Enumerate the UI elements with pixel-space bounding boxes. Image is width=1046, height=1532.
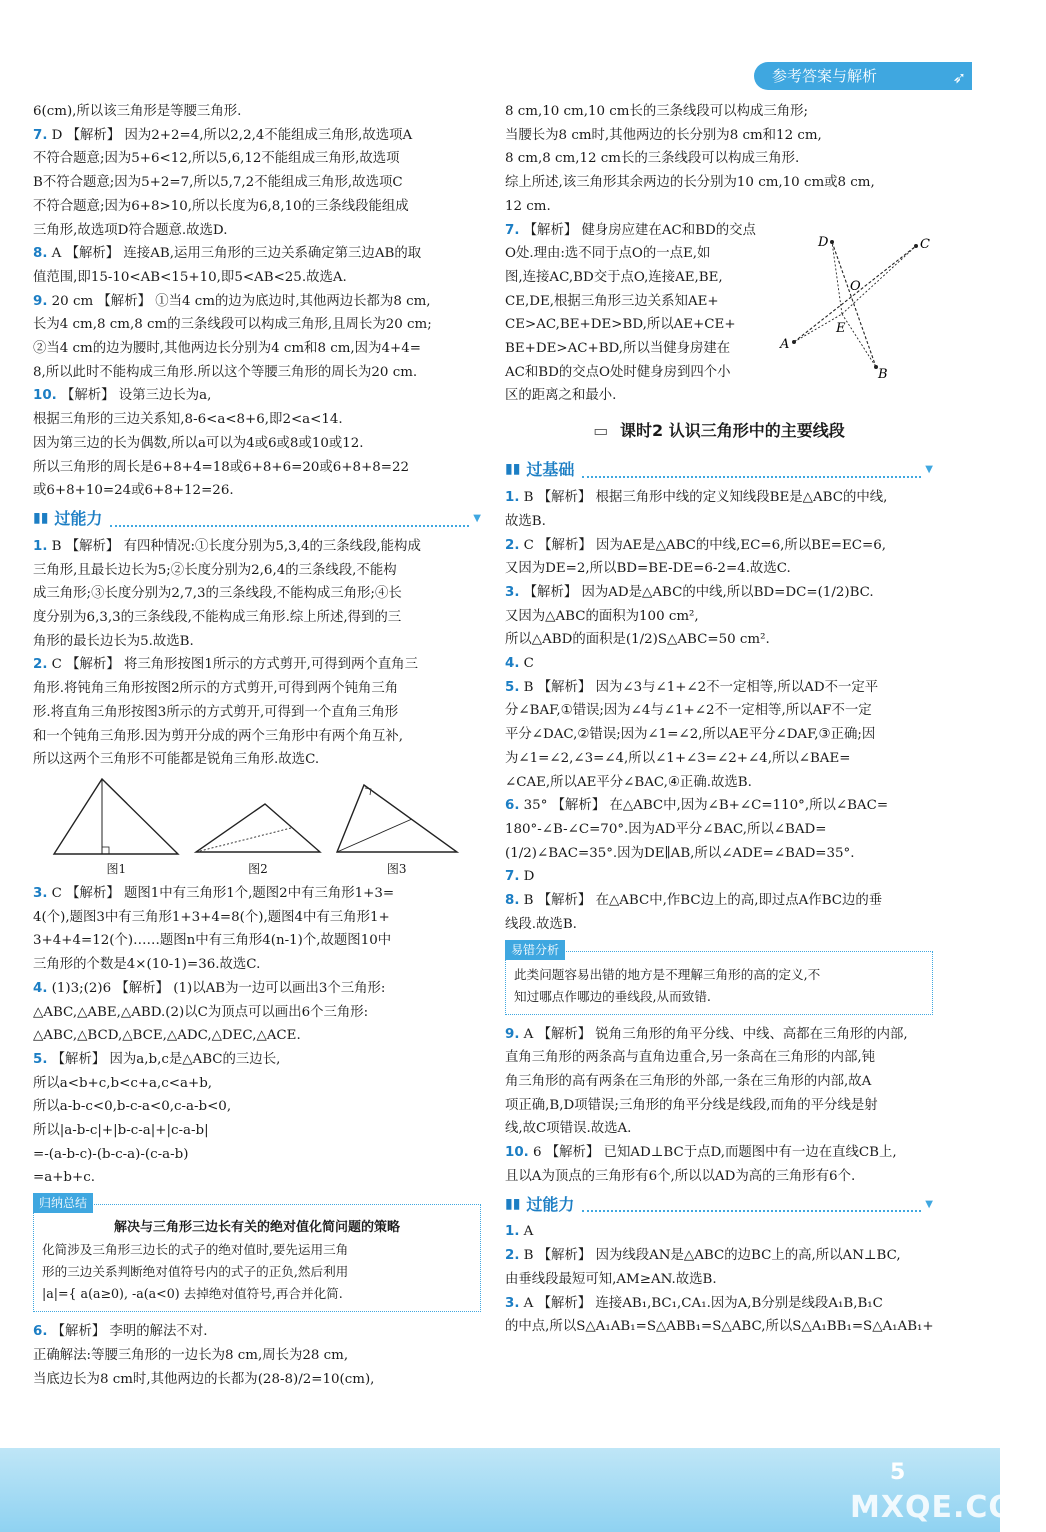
answer-line: 当腰长为8 cm时,其他两边的长分别为8 cm和12 cm, (505, 127, 822, 143)
section-title: 过能力 (54, 509, 103, 529)
question-number: 3. (505, 1295, 520, 1311)
answer-line: 正确解法:等腰三角形的一边长为8 cm,周长为28 cm, (33, 1347, 349, 1363)
answer-line: 所以△ABD的面积是(1/2)S△ABC=50 cm². (505, 632, 770, 648)
question-number: 7. (33, 127, 48, 143)
answer-line: 平分∠DAC,②错误;因为∠1=∠2,所以AE平分∠DAF,③正确;因 (505, 727, 876, 743)
question-number: 2. (505, 537, 520, 553)
error-analysis-box (505, 942, 933, 1015)
right-answers-c (505, 1023, 933, 1189)
answer-line: 图,连接AC,BD交于点O,连接AE,BE, (505, 269, 723, 285)
answer-line: 的中点,所以S△A₁AB₁=S△ABB₁=S△ABC,所以S△A₁BB₁=S△A₁AB₁+ (505, 1319, 934, 1335)
answer-line: 角形的最长边长为5.故选B. (33, 633, 194, 649)
question-number: 2. (33, 657, 48, 673)
answer-line: 3. C 【解析】 题图1中有三角形1个,题图2中有三角形1+3= (33, 885, 395, 901)
answer-line: 角形.将钝角三角形按图2所示的方式剪开,可得到两个钝角三角 (33, 681, 399, 697)
question-number: 10. (505, 1145, 529, 1161)
answer-line: 4. C (505, 656, 534, 672)
section-tag (754, 62, 972, 90)
answer-line: 度分别为6,3,3的三条线段,不能构成三角形.综上所述,得到的三 (33, 610, 402, 626)
answer-line: 12 cm. (505, 198, 551, 214)
point-label-a: A (780, 337, 790, 352)
arrow-down-icon: ▼ (473, 513, 481, 525)
bars-icon: ▮▮ (33, 510, 49, 527)
answer-line: 8 cm,8 cm,12 cm长的三条线段可以构成三角形. (505, 151, 800, 167)
answer-line: 9. 20 cm 【解析】 ①当4 cm的边为底边时,其他两边长都为8 cm, (33, 293, 431, 309)
triangle-figure-2 (193, 794, 323, 858)
book-icon: ▭ (593, 421, 609, 441)
answer-line: 和一个钝角三角形.因为剪开分成的两个三角形中有两个角互补, (33, 728, 404, 744)
summary-text: 化简涉及三角形三边长的式子的绝对值时,要先运用三角 (42, 1242, 349, 1258)
answer-line: 8,所以此时不能构成三角形.所以这个等腰三角形的周长为20 cm. (33, 364, 418, 380)
answer-line: 7. D (505, 869, 535, 885)
answer-line: 分∠BAF,①错误;因为∠4与∠1+∠2不一定相等,所以AF不一定 (505, 703, 872, 719)
answer-line: 8. B 【解析】 在△ABC中,作BC边上的高,即过点A作BC边的垂 (505, 893, 883, 909)
answer-line: △ABC,△BCD,△BCE,△ADC,△DEC,△ACE. (33, 1028, 301, 1044)
answer-line: B不符合题意;因为5+2=7,所以5,7,2不能组成三角形,故选项C (33, 175, 403, 191)
answer-line: 不符合题意;因为6+8>10,所以长度为6,8,10的三条线段能组成 (33, 198, 409, 214)
error-analysis-text: 此类问题容易出错的地方是不理解三角形的高的定义,不 (514, 966, 821, 982)
answer-line: 所以这两个三角形不可能都是锐角三角形.故选C. (33, 752, 320, 768)
answer-line: 且以A为顶点的三角形有6个,所以以AD为高的三角形有6个. (505, 1168, 856, 1184)
point-label-d: D (818, 235, 829, 250)
answer-line: 不符合题意;因为5+6<12,所以5,6,12不能组成三角形,故选项 (33, 151, 400, 167)
answer-line: 7. D 【解析】 因为2+2=4,所以2,2,4不能组成三角形,故选项A (33, 127, 413, 143)
answer-line: CE,DE,根据三角形三边关系知AE+ (505, 293, 719, 309)
answer-line: 3. A 【解析】 连接AB₁,BC₁,CA₁.因为A,B分别是线段A₁B,B₁C (505, 1295, 883, 1311)
question-number: 2. (505, 1248, 520, 1264)
point-label-o: O (850, 279, 861, 294)
lesson-title (505, 408, 933, 454)
answer-line: 又因为△ABC的面积为100 cm², (505, 608, 699, 624)
right-answers-b (505, 486, 933, 936)
answer-line: 6(cm),所以该三角形是等腰三角形. (33, 104, 242, 119)
arrow-down-icon: ▼ (925, 1198, 933, 1210)
answer-line: 2. C 【解析】 因为AE是△ABC的中线,EC=6,所以BE=EC=6, (505, 537, 886, 553)
answer-line: 所以a-b-c<0,b-c-a<0,c-a-b<0, (33, 1099, 232, 1115)
question-number: 7. (505, 869, 520, 885)
question-number: 3. (33, 885, 48, 901)
answer-line: BE+DE>AC+BD,所以当健身房建在 (505, 341, 731, 357)
answer-line: 线,故C项错误.故选A. (505, 1121, 632, 1137)
page-number: 5 (890, 1460, 906, 1485)
answer-line: O处.理由:选不同于点O的一点E,如 (505, 246, 711, 262)
answer-line: 10. 6 【解析】 已知AD⊥BC于点D,而题图中有一边在直线CB上, (505, 1145, 897, 1161)
figure-3 (334, 782, 460, 882)
question-number: 10. (33, 388, 57, 404)
answer-line: 根据三角形的三边关系知,8-6<a<8+6,即2<a<14. (33, 412, 343, 428)
answer-line: 综上所述,该三角形其余两边的长分别为10 cm,10 cm或8 cm, (505, 175, 875, 191)
figure-3-label: 图3 (386, 862, 407, 877)
question-number: 6. (33, 1324, 48, 1340)
summary-label: 归纳总结 (33, 1193, 93, 1213)
answer-line: 6. 35° 【解析】 在△ABC中,因为∠B+∠C=110°,所以∠BAC= (505, 798, 889, 814)
answer-line: 三角形的个数是4×(10-1)=36.故选C. (33, 957, 261, 973)
left-column (33, 100, 481, 1391)
question-number: 1. (505, 490, 520, 506)
answer-line: 角三角形的高有两条在三角形的外部,一条在三角形的内部,故A (505, 1073, 872, 1089)
section-header-ability (33, 505, 481, 533)
answer-line: 三角形,故选项D符合题意.故选D. (33, 222, 228, 238)
answer-line: 由垂线段最短可知,AM≥AN.故选B. (505, 1271, 717, 1287)
question-number: 7. (505, 222, 520, 238)
point-label-c: C (920, 237, 930, 252)
answer-line: 或6+8+10=24或6+8+12=26. (33, 483, 234, 499)
figure-2-label: 图2 (248, 862, 268, 877)
answer-line: =-(a-b-c)-(b-c-a)-(c-a-b) (33, 1146, 189, 1162)
question-number: 5. (33, 1051, 48, 1067)
answer-line: 因为第三边的长为偶数,所以a可以为4或6或8或10或12. (33, 435, 364, 451)
summary-title: 解决与三角形三边长有关的绝对值化简问题的策略 (113, 1220, 400, 1236)
lesson-title-text: 课时2 认识三角形中的主要线段 (619, 421, 845, 441)
figure-1 (50, 776, 182, 882)
answer-line: 7. 【解析】 健身房应建在AC和BD的交点 (505, 222, 756, 238)
section-title: 过能力 (526, 1194, 575, 1214)
answer-line: 线段.故选B. (505, 916, 577, 932)
answer-line: 8. A 【解析】 连接AB,运用三角形的三边关系确定第三边AB的取 (33, 246, 422, 262)
answer-line: 5. B 【解析】 因为∠3与∠1+∠2不一定相等,所以AD不一定平 (505, 679, 879, 695)
right-answers-d (505, 1220, 933, 1339)
answer-line: 直角三角形的两条高与直角边重合,另一条高在三角形的内部,钝 (505, 1050, 876, 1066)
answer-line: 1. A (505, 1224, 534, 1240)
triangle-figure-1 (50, 776, 182, 858)
section-header-basics (505, 456, 933, 484)
answer-line: 8 cm,10 cm,10 cm长的三条线段可以构成三角形; (505, 104, 809, 119)
left-answers-b (33, 535, 481, 772)
question-number: 4. (33, 980, 48, 996)
watermark: MXQE.COM (850, 1490, 1046, 1525)
left-answers-a (33, 100, 481, 503)
answer-line: =a+b+c. (33, 1170, 95, 1186)
question-number: 9. (505, 1026, 520, 1042)
question-number: 6. (505, 798, 520, 814)
answer-line: 5. 【解析】 因为a,b,c是△ABC的三边长, (33, 1051, 281, 1067)
answer-line: 区的距离之和最小. (505, 388, 617, 404)
error-analysis-text: 知过哪点作哪边的垂线段,从而致错. (514, 988, 711, 1004)
answer-line: ∠CAE,所以AE平分∠BAC,④正确.故选B. (505, 774, 752, 790)
answer-line: CE>AC,BE+DE>BD,所以AE+CE+ (505, 317, 736, 333)
bars-icon: ▮▮ (505, 1195, 521, 1212)
answer-line: 所以|a-b-c|+|b-c-a|+|c-a-b| (33, 1123, 209, 1139)
question-number: 1. (33, 538, 48, 554)
point-label-b: B (878, 367, 888, 382)
answer-line: 所以a<b+c,b<c+a,c<a+b, (33, 1075, 213, 1091)
answer-line: 10. 【解析】 设第三边长为a, (33, 388, 212, 404)
left-answers-c (33, 882, 481, 1190)
summary-box (33, 1196, 481, 1312)
dotted-divider (582, 1196, 921, 1212)
answer-line: 三角形,且最长边长为5;②长度分别为2,6,4的三条线段,不能构 (33, 562, 397, 578)
right-answers-a (505, 100, 933, 219)
section-title: 过基础 (526, 460, 575, 480)
answer-line: 180°-∠B-∠C=70°.因为AD平分∠BAC,所以∠BAD= (505, 821, 827, 837)
point-label-e: E (836, 321, 846, 336)
answer-line: AC和BD的交点O处时健身房到四个小 (505, 364, 731, 380)
summary-formula: |a|={ a(a≥0), -a(a<0) 去掉绝对值符号,再合并化简. (42, 1286, 343, 1302)
left-answers-d (33, 1320, 481, 1391)
answer-line: 又因为DE=2,所以BD=BE-DE=6-2=4.故选C. (505, 561, 791, 577)
answer-line: 9. A 【解析】 锐角三角形的角平分线、中线、高都在三角形的内部, (505, 1026, 908, 1042)
question-number: 9. (33, 293, 48, 309)
question-number: 5. (505, 679, 520, 695)
question-number: 3. (505, 584, 520, 600)
answer-line: (1/2)∠BAC=35°.因为DE∥AB,所以∠ADE=∠BAD=35°. (505, 845, 855, 861)
answer-line: 成三角形;③长度分别为2,7,3的三条线段,不能构成三角形;④长 (33, 586, 402, 602)
answer-line: 2. B 【解析】 因为线段AN是△ABC的边BC上的高,所以AN⊥BC, (505, 1248, 901, 1264)
answer-line: 1. B 【解析】 有四种情况:①长度分别为5,3,4的三条线段,能构成 (33, 538, 421, 554)
answer-line: 为∠1=∠2,∠3=∠4,所以∠1+∠3=∠2+∠4,所以∠BAE= (505, 750, 851, 766)
summary-text: 形的三边关系判断绝对值符号内的式子的正负,然后利用 (42, 1264, 349, 1280)
answer-line: ②当4 cm的边为腰时,其他两边长分别为4 cm和8 cm,因为4+4= (33, 341, 421, 357)
rocket-icon: ➶ (952, 68, 966, 87)
answer-line: 值范围,即15-10<AB<15+10,即5<AB<25.故选A. (33, 269, 347, 285)
question-number: 8. (505, 893, 520, 909)
triangle-figure-3 (334, 782, 460, 858)
section-tag-text: 参考答案与解析 (772, 67, 878, 85)
answer-line: 长为4 cm,8 cm,8 cm的三条线段可以构成三角形,且周长为20 cm; (33, 317, 432, 333)
answer-line: 3+4+4=12(个)……题图n中有三角形4(n-1)个,故题图10中 (33, 933, 392, 949)
arrow-down-icon: ▼ (925, 464, 933, 476)
answer-line: 6. 【解析】 李明的解法不对. (33, 1324, 208, 1340)
question-number: 8. (33, 246, 48, 262)
answer-line: 4(个),题图3中有三角形1+3+4=8(个),题图4中有三角形1+ (33, 909, 390, 925)
dotted-divider (582, 462, 921, 478)
triangle-figures (45, 772, 465, 882)
answer-line: 形.将直角三角形按图3所示的方式剪开,可得到一个直角三角形 (33, 704, 399, 720)
bars-icon: ▮▮ (505, 461, 521, 478)
figure-2 (193, 794, 323, 882)
figure-1-label: 图1 (106, 862, 127, 877)
answer-line: 1. B 【解析】 根据三角形中线的定义知线段BE是△ABC的中线, (505, 490, 888, 506)
answer-line: 2. C 【解析】 将三角形按图1所示的方式剪开,可得到两个直角三 (33, 657, 418, 673)
answer-line: △ABC,△ABE,△ABD.(2)以C为顶点可以画出6个三角形: (33, 1004, 369, 1020)
answer-line: 当底边长为8 cm时,其他两边的长都为(28-8)/2=10(cm), (33, 1371, 375, 1387)
answer-line: 4. (1)3;(2)6 【解析】 (1)以AB为一边可以画出3个三角形: (33, 980, 386, 996)
answer-line: 3. 【解析】 因为AD是△ABC的中线,所以BD=DC=(1/2)BC. (505, 584, 874, 600)
answer-line: 所以三角形的周长是6+8+4=18或6+8+6=20或6+8+8=22 (33, 459, 410, 475)
question-number: 4. (505, 656, 520, 672)
quadrilateral-diagram (780, 232, 940, 382)
question-number: 1. (505, 1224, 520, 1240)
answer-line: 故选B. (505, 513, 546, 529)
dotted-divider (110, 511, 469, 527)
answer-line: 项正确,B,D项错误;三角形的角平分线是线段,而角的平分线是射 (505, 1097, 878, 1113)
section-header-ability (505, 1190, 933, 1218)
error-analysis-label: 易错分析 (505, 940, 565, 960)
